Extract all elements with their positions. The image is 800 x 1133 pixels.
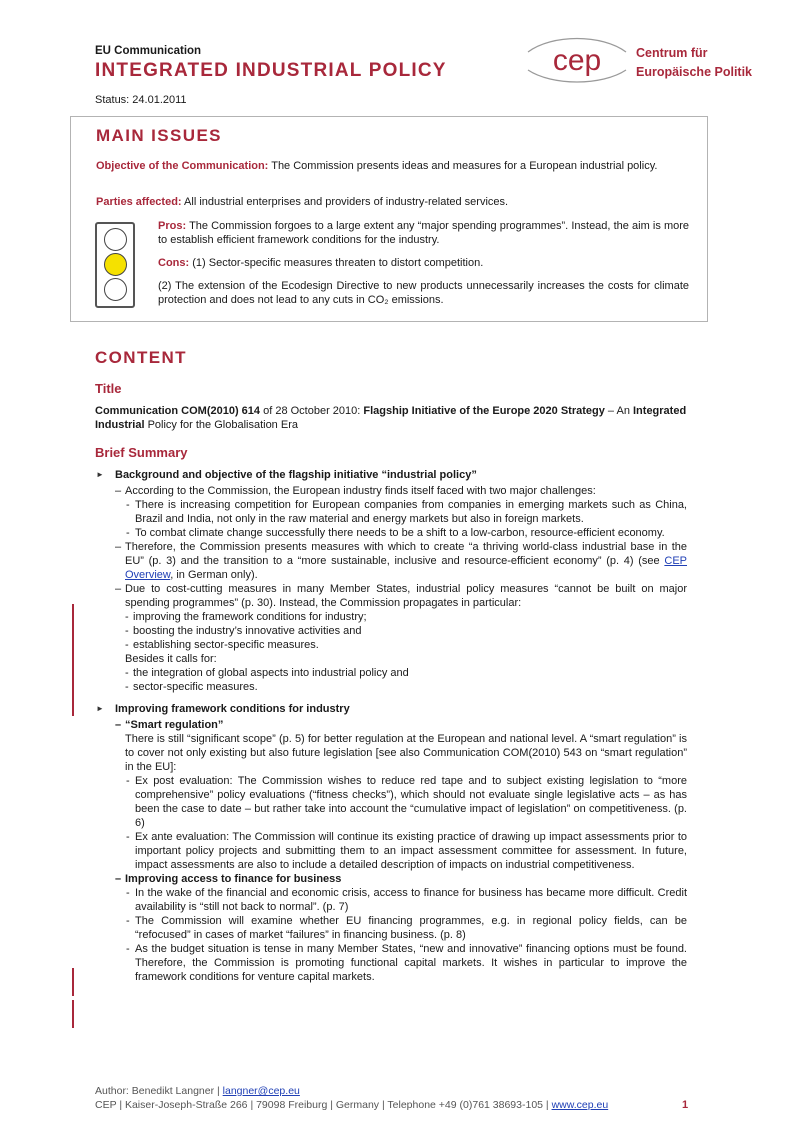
page-number: 1 [682,1099,689,1111]
traffic-lamp-middle [104,253,127,276]
document-title: INTEGRATED INDUSTRIAL POLICY [95,60,447,81]
pros-text: The Commission forgoes to a large extent any “major spending programmes”. Instead, the aim is more to establish efficient framework conditions for the industry. [158,220,690,246]
document-status: Status: 24.01.2011 [95,94,187,106]
change-bar [72,1000,74,1028]
cep-logo-icon [522,30,632,90]
main-issues-heading: MAIN ISSUES [96,126,222,145]
organisation-name [636,44,752,82]
pros-label: Pros: [158,220,187,232]
title-part-3: Flagship Initiative of the Europe 2020 Strategy [363,405,605,417]
parties-paragraph [96,195,689,209]
list-item: - Ex ante evaluation: The Commission will continue its existing practice of drawing up impact assessments prior to important policy projects and submitting them to an impact assessment committee for assessment. In future, impact assessments are also to include a detailed description of impacts on industrial competitiveness. [126,831,687,871]
change-bar [72,604,74,716]
objective-paragraph [96,159,689,173]
list-item: - To combat climate change successfully there needs to be a shift to a low-carbon, resource-efficient economy. [126,527,665,539]
list-item: - As the budget situation is tense in many Member States, “new and innovative” financing options must be found. Therefore, the Commission is promoting functional capital markets. It wishes in particular to improve the framework conditions for venture capital markets. [126,943,687,983]
list-item: - There is increasing competition for European companies from companies in emerging markets such as China, Brazil and India, not only in the raw material and energy markets but also in foreign markets. [126,499,687,525]
title-text [95,404,687,432]
cons-text-1: (1) Sector-specific measures threaten to distort competition. [192,257,484,269]
change-bar [72,968,74,996]
list-item: - In the wake of the financial and economic crisis, access to finance for business has became more difficult. Credit availability is “still not back to normal”. (p. 7) [126,887,687,913]
paragraph: There is still “significant scope” (p. 5) for better regulation at the European and national level. A “smart regulation” is to cover not only existing but also future legislation [see also Communication COM(2010) 543 on “smart regulation” in the EU]: [125,733,687,773]
cons-paragraph [158,256,689,270]
title-heading: Title [95,381,122,396]
document-series: EU Communication [95,45,202,57]
list-item: - establishing sector-specific measures. [125,639,319,651]
organisation-name-line1: Centrum für [636,46,708,60]
list-item: – According to the Commission, the European industry finds itself faced with two major challenges: [115,485,596,497]
content-heading: CONTENT [95,348,187,367]
cons-label: Cons: [158,257,190,269]
brief-summary [95,468,687,984]
traffic-light-icon [95,222,135,308]
objective-label: Objective of the Communication: [96,160,269,172]
subsection-heading: – Improving access to finance for business [115,873,342,885]
title-part-4: – An [604,405,633,417]
list-item: - sector-specific measures. [125,681,258,693]
section-framework-heading: ► Improving framework conditions for industry [95,702,687,718]
title-part-5: Integrated Industrial [95,405,687,431]
list-item: - the integration of global aspects into industrial policy and [125,667,409,679]
list-item: - The Commission will examine whether EU financing programmes, e.g. in regional policy fields, can be “refocused” in cases of market “failures” in financing business. (p. 8) [126,915,687,941]
organisation-name-line2: Europäische Politik [636,65,753,79]
author-email-link[interactable]: langner@cep.eu [222,1085,300,1097]
footer-address: CEP | Kaiser-Joseph-Straße 266 | 79098 Freiburg | Germany | Telephone +49 (0)761 38693-105 | www.cep.eu [95,1099,609,1111]
logo-text: cep [552,44,602,77]
summary-heading: Brief Summary [95,445,188,460]
subsection-heading: – “Smart regulation” [115,719,224,731]
list-text: Besides it calls for: [125,653,217,665]
cep-website-link[interactable]: www.cep.eu [551,1099,609,1111]
section-background-heading: ► Background and objective of the flagship initiative “industrial policy” [95,468,687,484]
title-part-6: Policy for the Globalisation Era [144,419,298,431]
cep-overview-link[interactable]: CEP Overview [125,555,687,581]
traffic-lamp-top [104,228,127,251]
cons-text-2: (2) The extension of the Ecodesign Directive to new products unnecessarily increases the costs for climate protection and does not lead to any cuts in CO₂ emissions. [158,280,689,306]
footer-author: Author: Benedikt Langner | langner@cep.eu [95,1085,300,1097]
list-item: – Due to cost-cutting measures in many Member States, industrial policy measures “cannot be built on major spending programmes” (p. 30). Instead, the Commission propagates in particular: [115,583,687,609]
parties-text: All industrial enterprises and providers of industry-related services. [184,196,509,208]
traffic-lamp-bottom [104,278,127,301]
list-item: – Therefore, the Commission presents measures with which to create “a thriving world-class industrial base in the EU” (p. 3) and the transition to a “more sustainable, inclusive and resource-efficient economy” (p. 4) (see CEP Overview, in German only). [115,541,687,581]
objective-text: The Commission presents ideas and measures for a European industrial policy. [271,160,658,172]
title-part-2: of 28 October 2010: [260,405,364,417]
list-item: - boosting the industry’s innovative activities and [125,625,362,637]
list-item: - improving the framework conditions for industry; [125,611,367,623]
pros-paragraph [158,219,689,247]
list-item: - Ex post evaluation: The Commission wishes to reduce red tape and to subject existing legislation to “more comprehensive” policy evaluations (“fitness checks”), which should not evaluate single legislative acts – as has been the case to date – but rather take into account the “cumulative impact of legislation” on competitiveness. (p. 6) [126,775,687,829]
title-part-1: Communication COM(2010) 614 [95,405,261,417]
parties-label: Parties affected: [96,196,182,208]
main-issues-box [70,116,708,322]
